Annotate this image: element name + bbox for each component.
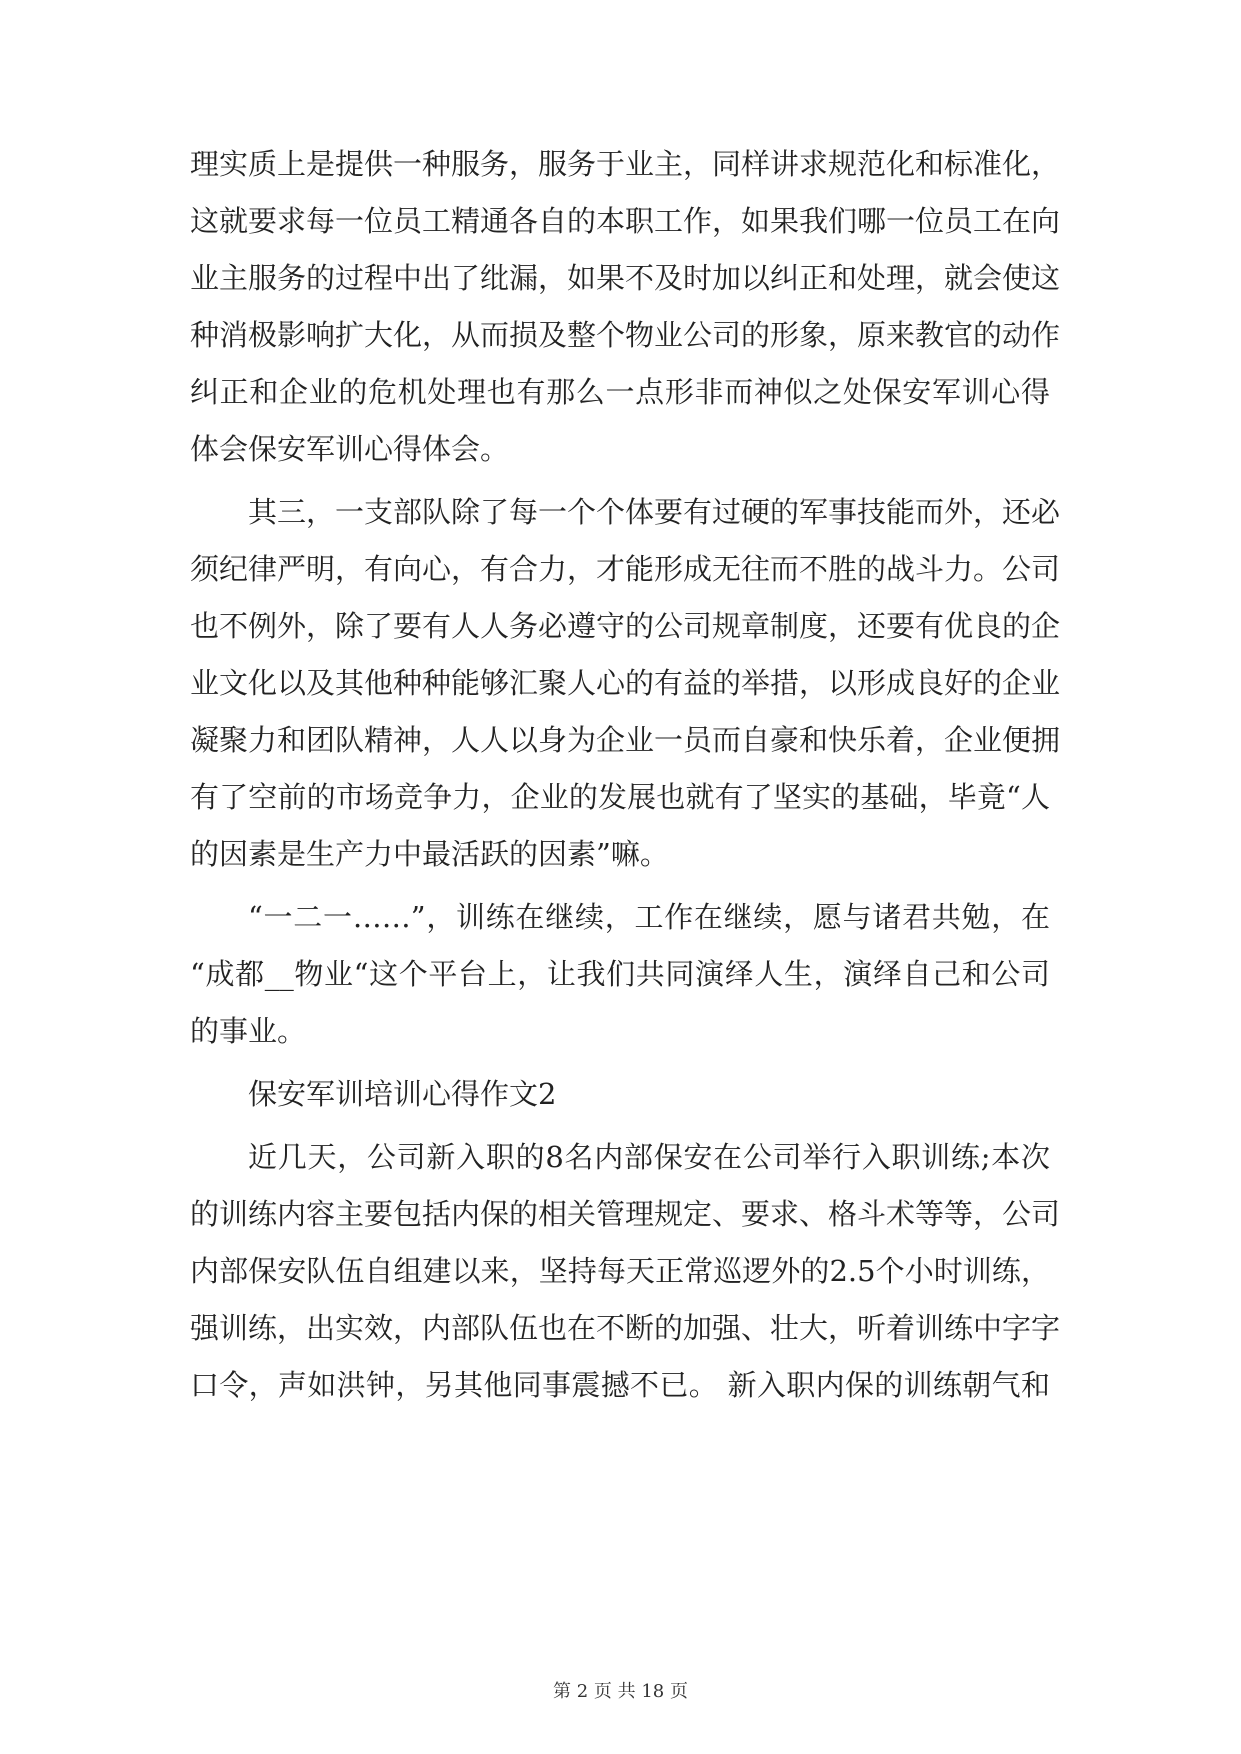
text-line: 的训练内容主要包括内保的相关管理规定、要求、格斗术等等，公司 xyxy=(190,1197,1061,1231)
text-line: “成都__物业“这个平台上，让我们共同演绎人生，演绎自己和公司 xyxy=(190,957,1050,991)
text-line: 种消极影响扩大化，从而损及整个物业公司的形象，原来教官的动作 xyxy=(190,318,1061,352)
text-line: 体会保安军训心得体会。 xyxy=(190,432,510,466)
text-line: 纠正和企业的危机处理也有那么一点形非而神似之处保安军训心得 xyxy=(190,375,1050,409)
text-line: 强训练，出实效，内部队伍也在不断的加强、壮大，听着训练中字字 xyxy=(190,1311,1061,1345)
text-line: “一二一……”，训练在继续，工作在继续，愿与诸君共勉，在 xyxy=(248,900,1050,934)
text-line: 也不例外，除了要有人人务必遵守的公司规章制度，还要有优良的企 xyxy=(190,609,1061,643)
text-line: 这就要求每一位员工精通各自的本职工作，如果我们哪一位员工在向 xyxy=(190,204,1061,238)
text-line: 近几天，公司新入职的8名内部保安在公司举行入职训练;本次 xyxy=(248,1140,1050,1174)
text-line: 口令，声如洪钟，另其他同事震撼不已。 新入职内保的训练朝气和 xyxy=(190,1368,1050,1402)
text-line: 业主服务的过程中出了纰漏，如果不及时加以纠正和处理，就会使这 xyxy=(190,261,1061,295)
text-line: 凝聚力和团队精神，人人以身为企业一员而自豪和快乐着，企业便拥 xyxy=(190,723,1061,757)
text-line: 业文化以及其他种种能够汇聚人心的有益的举措，以形成良好的企业 xyxy=(190,666,1061,700)
text-line: 的事业。 xyxy=(190,1014,307,1048)
text-line: 须纪律严明，有向心，有合力，才能形成无往而不胜的战斗力。公司 xyxy=(190,552,1061,586)
text-line: 的因素是生产力中最活跃的因素”嘛。 xyxy=(190,837,669,871)
section-heading: 保安军训培训心得作文2 xyxy=(248,1077,557,1111)
page-number-footer: 第 2 页 共 18 页 xyxy=(553,1681,688,1702)
text-line: 内部保安队伍自组建以来，坚持每天正常巡逻外的2.5个小时训练， xyxy=(190,1254,1050,1288)
text-line: 其三，一支部队除了每一个个体要有过硬的军事技能而外，还必 xyxy=(248,495,1061,529)
text-line: 理实质上是提供一种服务，服务于业主，同样讲求规范化和标准化， xyxy=(190,147,1061,181)
text-line: 有了空前的市场竞争力，企业的发展也就有了坚实的基础，毕竟“人 xyxy=(190,780,1050,814)
